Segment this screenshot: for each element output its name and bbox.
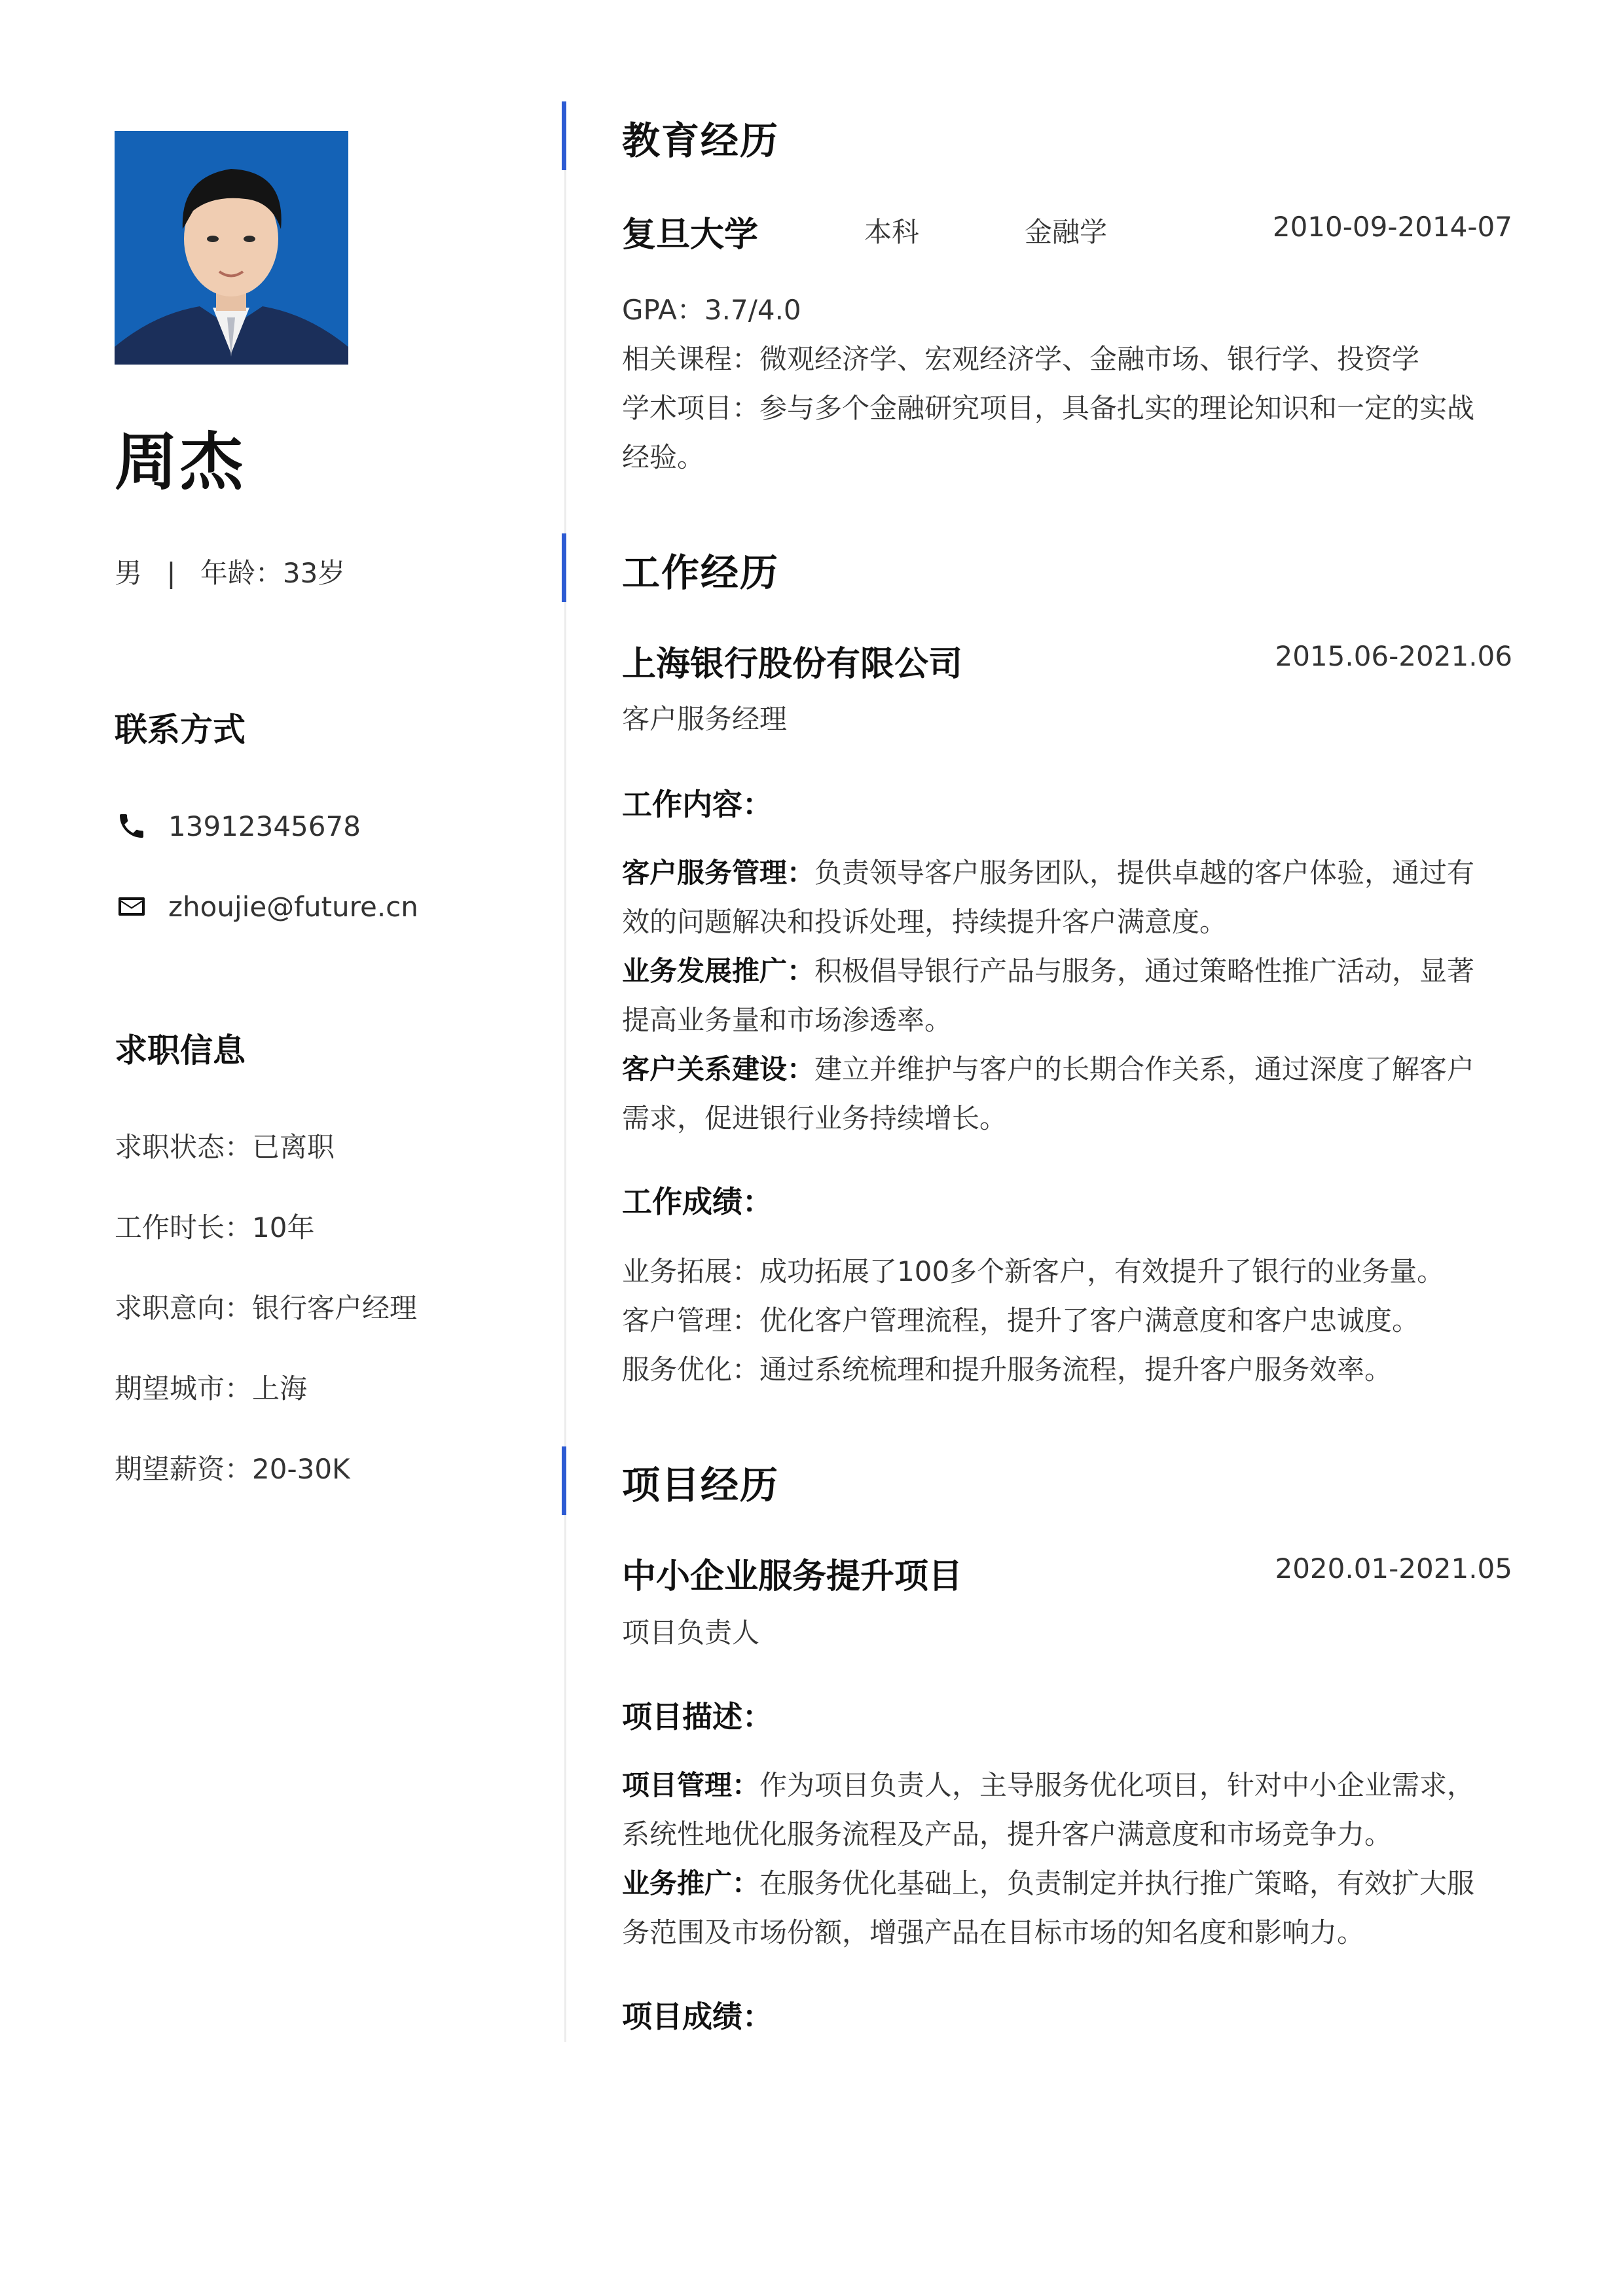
project-header-row	[622, 1549, 1512, 1594]
basic-info	[115, 552, 345, 591]
expected-salary: 期望薪资：20-30K	[115, 1453, 350, 1485]
age: 年龄：33岁	[200, 557, 346, 589]
work-content-heading: 工作内容：	[622, 787, 773, 822]
project-date: 2020.01-2021.05	[1275, 1552, 1512, 1585]
gender: 男	[115, 557, 143, 589]
contact-heading: 联系方式	[115, 711, 246, 749]
education-details	[622, 285, 1512, 482]
education-heading: 教育经历	[622, 118, 780, 163]
education-marker	[562, 101, 566, 170]
achievement-item: 客户管理：优化客户管理流程，提升了客户满意度和客户忠诚度。	[622, 1304, 1420, 1336]
work-item: 客户关系建设：建立并维护与客户的长期合作关系，通过深度了解客户	[622, 1053, 1475, 1085]
project-name: 中小企业服务提升项目	[622, 1557, 963, 1596]
portrait-illustration	[115, 131, 348, 365]
achievement-item: 业务拓展：成功拓展了100多个新客户，有效提升了银行的业务量。	[622, 1255, 1445, 1287]
project-desc: 项目管理：作为项目负责人，主导服务优化项目，针对中小企业需求， 系统性地优化服务流程及产品，提升客户满意度和市场竞争力。 业务推广：在服务优化基础上，负责制定并执行推广策略，有效扩大服 务范围及市场份额，增强产品在目标市场的知名度和影响力。	[622, 1761, 1512, 1957]
work-marker	[562, 533, 566, 602]
work-header-row	[622, 636, 1512, 682]
major: 金融学	[1025, 216, 1108, 248]
work-content: 客户服务管理：负责领导客户服务团队，提供卓越的客户体验，通过有 效的问题解决和投诉处理，持续提升客户满意度。 业务发展推广：积极倡导银行产品与服务，通过策略性推广活动，显著 提高业务量和市场渗透率。 客户关系建设：建立并维护与客户的长期合作关系，通过深度了解客户 需求，促进银行业务持续增长。	[622, 848, 1512, 1143]
project-marker	[562, 1446, 566, 1515]
phone-icon	[115, 809, 149, 843]
education-date: 2010-09-2014-07	[1272, 211, 1512, 243]
work-achievements	[622, 1247, 1512, 1394]
gpa-line: GPA：3.7/4.0	[622, 294, 801, 326]
expected-city: 期望城市：上海	[115, 1372, 308, 1405]
project-achievement-heading: 项目成绩：	[622, 1999, 773, 2034]
courses-line: 相关课程：微观经济学、宏观经济学、金融市场、银行学、投资学	[622, 343, 1420, 375]
phone-number: 13912345678	[168, 810, 361, 842]
project-item-label: 业务推广：	[622, 1867, 760, 1899]
achievement-item: 服务优化：通过系统梳理和提升服务流程，提升客户服务效率。	[622, 1354, 1393, 1386]
academic-line: 学术项目：参与多个金融研究项目，具备扎实的理论知识和一定的实战	[622, 392, 1475, 424]
job-status: 求职状态：已离职	[115, 1131, 335, 1163]
company-name: 上海银行股份有限公司	[622, 645, 963, 684]
academic-line-cont: 经验。	[622, 441, 705, 473]
project-heading: 项目经历	[622, 1463, 780, 1507]
job-intention: 求职意向：银行客户经理	[115, 1292, 418, 1324]
project-desc-heading: 项目描述：	[622, 1699, 773, 1734]
email-row	[115, 887, 418, 926]
work-item: 业务发展推广：积极倡导银行产品与服务，通过策略性推广活动，显著	[622, 955, 1475, 987]
candidate-name: 周杰	[115, 425, 246, 499]
work-item: 客户服务管理：负责领导客户服务团队，提供卓越的客户体验，通过有	[622, 857, 1475, 889]
mail-icon	[115, 889, 149, 924]
email-address: zhoujie@future.cn	[168, 890, 418, 923]
project-item: 项目管理：作为项目负责人，主导服务优化项目，针对中小企业需求，	[622, 1769, 1475, 1801]
phone-row	[115, 806, 361, 846]
work-item-label: 业务发展推广：	[622, 955, 815, 987]
job-info-heading: 求职信息	[115, 1031, 246, 1069]
work-role: 客户服务经理	[622, 703, 788, 735]
work-duration: 工作时长：10年	[115, 1211, 315, 1244]
work-item-label: 客户关系建设：	[622, 1053, 815, 1085]
project-item: 业务推广：在服务优化基础上，负责制定并执行推广策略，有效扩大服	[622, 1867, 1475, 1899]
school-name: 复旦大学	[622, 215, 759, 255]
degree: 本科	[864, 216, 920, 248]
project-item-label: 项目管理：	[622, 1769, 760, 1801]
work-date: 2015.06-2021.06	[1275, 640, 1512, 672]
work-heading: 工作经历	[622, 550, 780, 595]
work-achievement-heading: 工作成绩：	[622, 1184, 773, 1219]
info-separator: |	[166, 557, 176, 589]
column-divider	[564, 101, 566, 2042]
project-role: 项目负责人	[622, 1617, 760, 1649]
work-item-label: 客户服务管理：	[622, 857, 815, 889]
profile-photo	[115, 131, 348, 365]
education-header-row	[622, 207, 1512, 253]
